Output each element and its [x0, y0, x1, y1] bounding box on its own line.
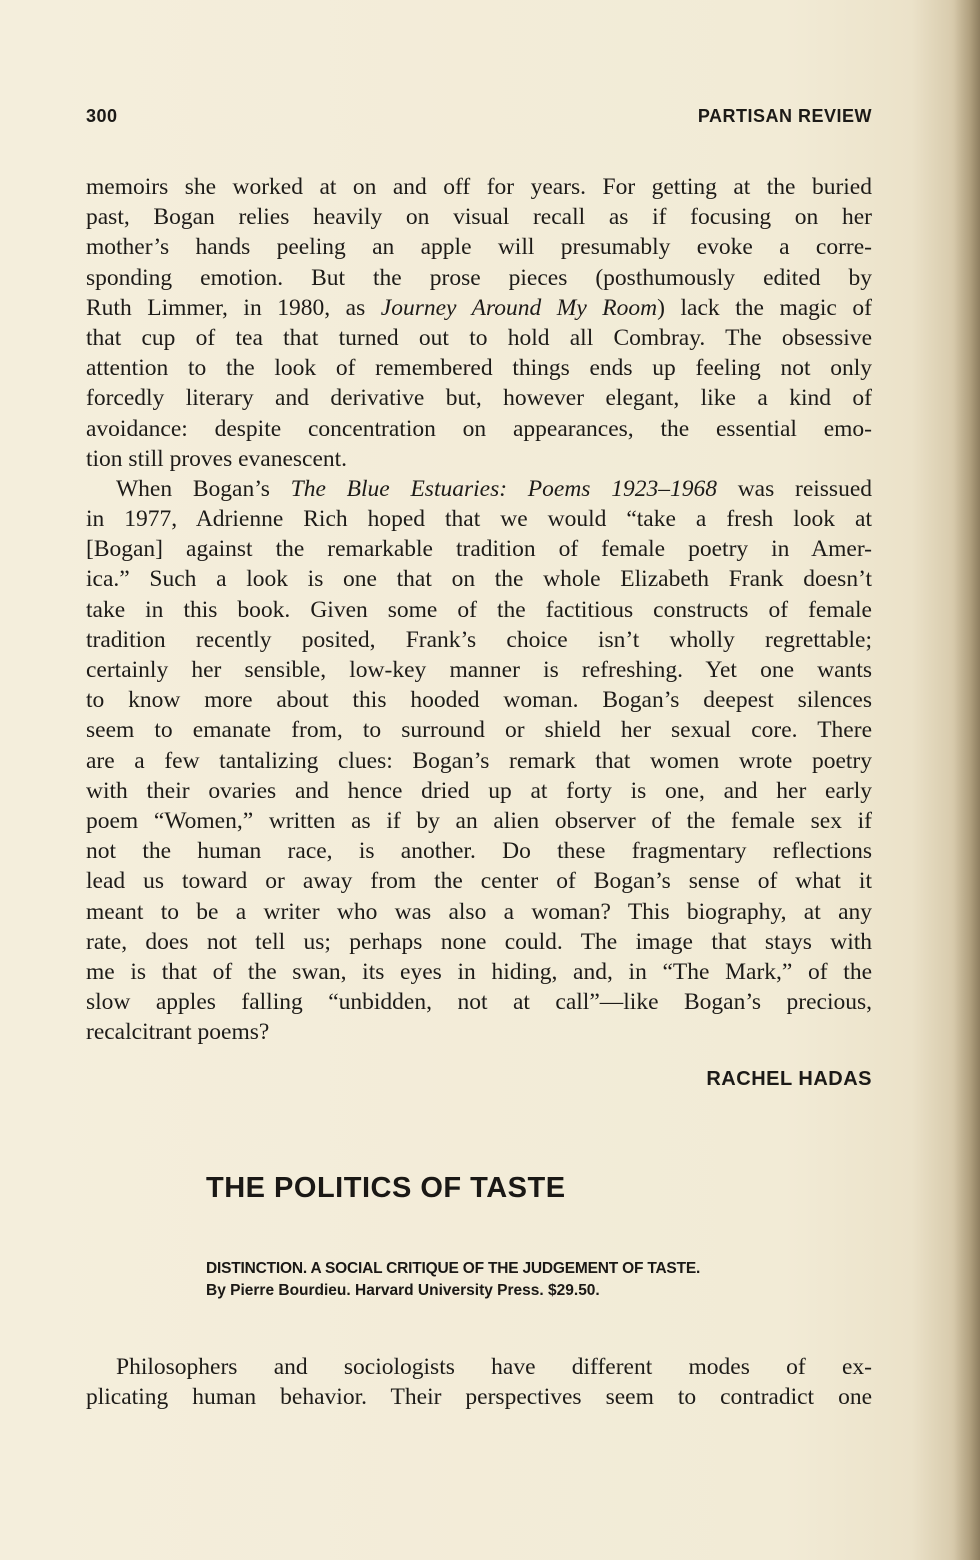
italic-book-title: Journey Around My Room [380, 294, 658, 321]
page-header [86, 106, 872, 136]
text-line: rate, does not tell us; perhaps none could. The image that stays with [86, 928, 872, 955]
text-line: ica.” Such a look is one that on the whole Elizabeth Frank doesn’t [86, 566, 872, 593]
running-head: PARTISAN REVIEW [697, 106, 872, 126]
text-line: memoirs she worked at on and off for years. For getting at the buried [86, 174, 872, 200]
text-line [86, 293, 872, 323]
text-line: recalcitrant poems? [86, 1019, 270, 1046]
text-line: past, Bogan relies heavily on visual recall as if focusing on her [86, 204, 872, 231]
text-line: mother’s hands peeling an apple will presumably evoke a corre- [86, 234, 872, 261]
section-title: THE POLITICS OF TASTE [206, 1172, 566, 1204]
book-author: By Pierre Bourdieu. [206, 1282, 351, 1299]
text-line: meant to be a writer who was also a woman? This biography, at any [86, 898, 872, 925]
text-line: tion still proves evanescent. [86, 445, 348, 472]
review2-body [86, 1352, 872, 1412]
text-line: forcedly literary and derivative but, however elegant, like a kind of [86, 385, 872, 412]
text-line: in 1977, Adrienne Rich hoped that we would “take a fresh look at [86, 506, 872, 533]
reviewer-signature: RACHEL HADAS [706, 1068, 872, 1090]
text-line: that cup of tea that turned out to hold all Combray. The obsessive [86, 324, 872, 351]
page-number: 300 [86, 106, 118, 126]
text-line: avoidance: despite concentration on appearances, the essential emo- [86, 415, 872, 442]
text-run: When Bogan’s [116, 475, 291, 502]
text-line: Philosophers and sociologists have different modes of ex- [116, 1354, 872, 1380]
text-line: [Bogan] against the remarkable tradition of female poetry in Amer- [86, 536, 872, 563]
book-publisher: Harvard University Press. $29.50. [355, 1282, 600, 1299]
text-line: me is that of the swan, its eyes in hiding, and, in “The Mark,” of the [86, 958, 872, 985]
review-body [86, 172, 872, 1047]
text-line: are a few tantalizing clues: Bogan’s remark that women wrote poetry [86, 747, 872, 774]
text-line: attention to the look of remembered things ends up feeling not only [86, 355, 872, 382]
text-line: take in this book. Given some of the factitious constructs of female [86, 596, 872, 623]
text-line: lead us toward or away from the center of Bogan’s sense of what it [86, 868, 872, 895]
text-line: poem “Women,” written as if by an alien observer of the female sex if [86, 807, 872, 834]
text-line: to know more about this hooded woman. Bogan’s deepest silences [86, 687, 872, 714]
text-line [86, 474, 872, 504]
italic-book-title: The Blue Estuaries: Poems 1923–1968 [290, 475, 717, 502]
text-run: Ruth Limmer, in 1980, as [86, 294, 381, 321]
text-run: was reissued [716, 475, 872, 502]
text-line: seem to emanate from, to surround or shield her sexual core. There [86, 717, 872, 744]
reviewed-book-info [206, 1282, 600, 1300]
text-line: slow apples falling “unbidden, not at call”—like Bogan’s precious, [86, 989, 872, 1016]
page-gutter-shadow [954, 0, 980, 1560]
reviewed-book-title: DISTINCTION. A SOCIAL CRITIQUE OF THE JUDGEMENT OF TASTE. [206, 1260, 701, 1277]
text-line: sponding emotion. But the prose pieces (posthumously edited by [86, 264, 872, 291]
text-line: with their ovaries and hence dried up at forty is one, and her early [86, 777, 872, 804]
text-line: plicating human behavior. Their perspectives seem to contradict one [86, 1384, 872, 1411]
text-line: tradition recently posited, Frank’s choice isn’t wholly regrettable; [86, 626, 872, 653]
text-line: certainly her sensible, low-key manner is refreshing. Yet one wants [86, 657, 872, 683]
text-line: not the human race, is another. Do these fragmentary reflections [86, 838, 872, 865]
text-run: ) lack the magic of [657, 294, 872, 321]
